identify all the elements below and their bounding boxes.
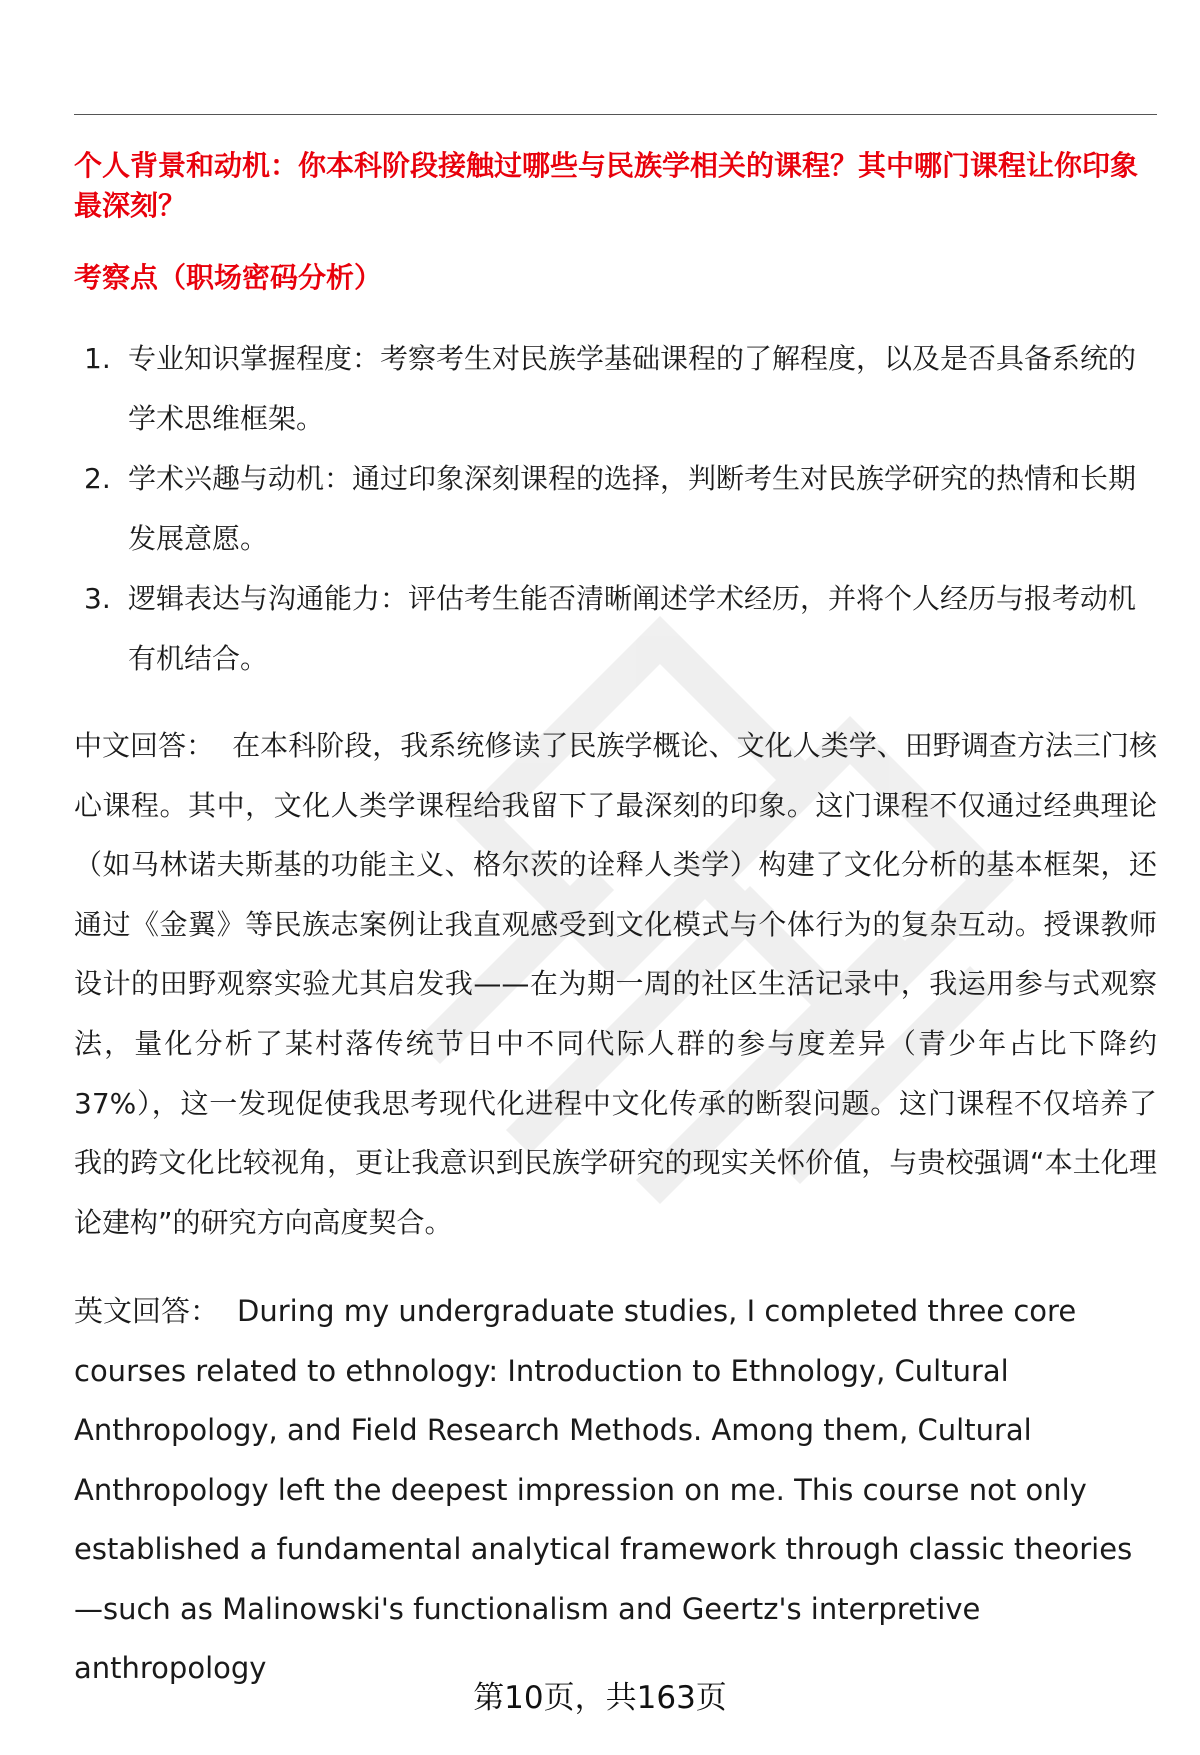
question-heading: 个人背景和动机：你本科阶段接触过哪些与民族学相关的课程？其中哪门课程让你印象最深刻？	[74, 149, 1139, 222]
list-item	[74, 449, 1157, 569]
english-answer-label: 英文回答：	[74, 1294, 220, 1328]
list-item-number: 1.	[84, 342, 111, 375]
list-item-text: 逻辑表达与沟通能力：评估考生能否清晰阐述学术经历，并将个人经历与报考动机有机结合。	[128, 582, 1137, 675]
page-number-footer: 第10页，共163页	[473, 1680, 727, 1716]
section-title: 考察点（职场密码分析）	[74, 261, 383, 294]
list-item	[74, 569, 1157, 689]
english-answer-text: During my undergraduate studies, I completed three core courses related to ethnology: Introduction to Ethnology, Cultural Anthropology, and Field Research Methods. Among them, Cultural Anthropology left the deepest impression on me. This course not only established a fundamental analytical framework through classic theories—such as Malinowski's functionalism and Geertz's interpretive anthropology	[74, 1294, 1133, 1685]
list-item	[74, 329, 1157, 449]
assessment-points-list	[74, 329, 1157, 689]
chinese-answer	[74, 716, 1157, 1252]
list-item-number: 2.	[84, 462, 111, 495]
list-item-text: 学术兴趣与动机：通过印象深刻课程的选择，判断考生对民族学研究的热情和长期发展意愿。	[128, 462, 1137, 555]
english-answer	[74, 1282, 1157, 1699]
chinese-answer-label: 中文回答：	[74, 729, 215, 762]
list-item-text: 专业知识掌握程度：考察考生对民族学基础课程的了解程度，以及是否具备系统的学术思维框架。	[128, 342, 1137, 435]
list-item-number: 3.	[84, 582, 111, 615]
chinese-answer-text: 在本科阶段，我系统修读了民族学概论、文化人类学、田野调查方法三门核心课程。其中，文化人类学课程给我留下了最深刻的印象。这门课程不仅通过经典理论（如马林诺夫斯基的功能主义、格尔茨的诠释人类学）构建了文化分析的基本框架，还通过《金翼》等民族志案例让我直观感受到文化模式与个体行为的复杂互动。授课教师设计的田野观察实验尤其启发我——在为期一周的社区生活记录中，我运用参与式观察法，量化分析了某村落传统节日中不同代际人群的参与度差异（青少年占比下降约37%），这一发现促使我思考现代化进程中文化传承的断裂问题。这门课程不仅培养了我的跨文化比较视角，更让我意识到民族学研究的现实关怀价值，与贵校强调“本土化理论建构”的研究方向高度契合。	[74, 729, 1157, 1239]
top-divider	[74, 114, 1157, 115]
